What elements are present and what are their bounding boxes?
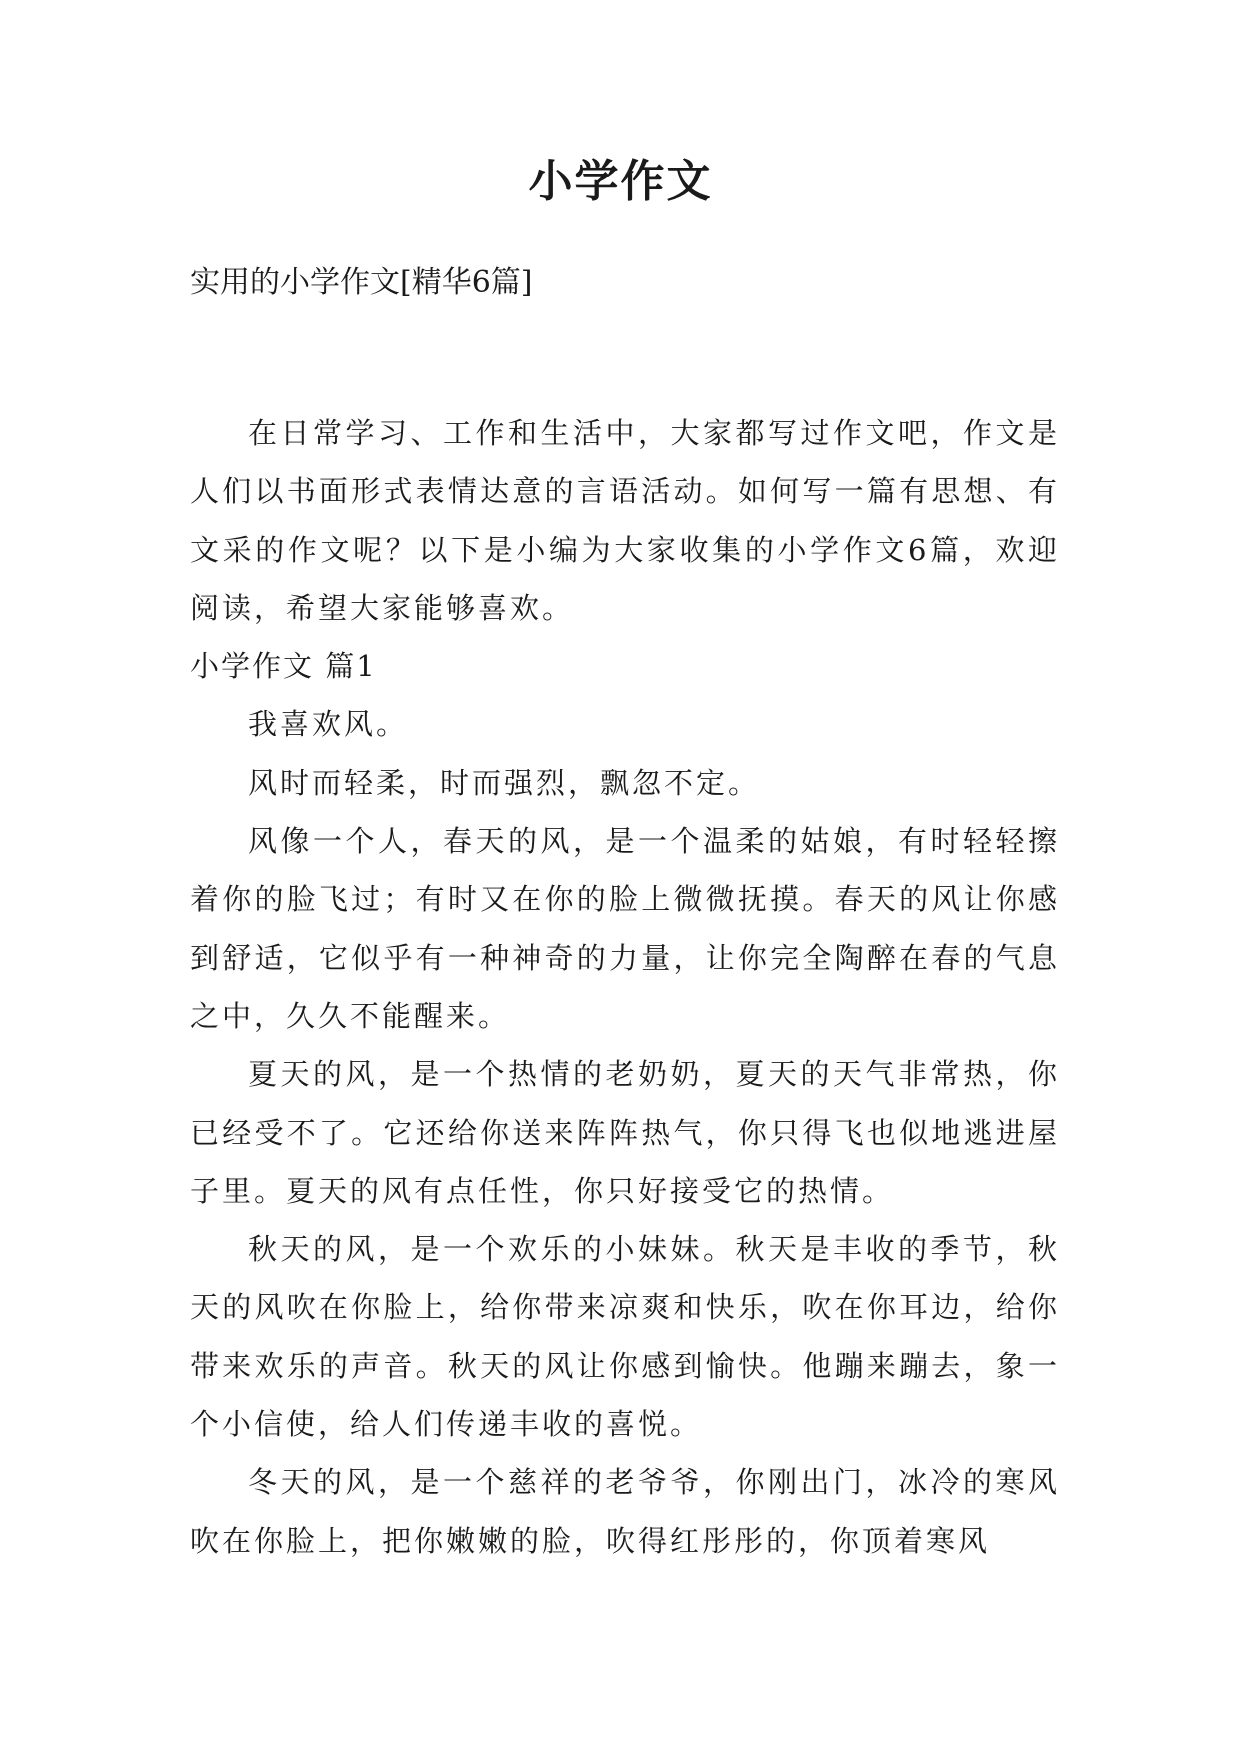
body-paragraph: 我喜欢风。 (248, 707, 409, 742)
intro-paragraph: 在日常学习、工作和生活中，大家都写过作文吧，作文是人们以书面形式表情达意的言语活动。如何写一篇有思想、有文采的作文呢？以下是小编为大家收集的小学作文6篇，欢迎阅读，希望大家能够喜欢。 (190, 416, 1060, 625)
document-subtitle: 实用的小学作文[精华6篇] (190, 265, 533, 300)
body-paragraph: 冬天的风，是一个慈祥的老爷爷，你刚出门，冰冷的寒风吹在你脸上，把你嫩嫩的脸，吹得红彤彤的，你顶着寒风 (190, 1465, 1060, 1558)
section-heading: 小学作文 篇1 (190, 649, 377, 684)
document-body (190, 404, 1060, 1570)
body-paragraph: 风时而轻柔，时而强烈，飘忽不定。 (248, 765, 761, 800)
body-paragraph: 秋天的风，是一个欢乐的小妹妹。秋天是丰收的季节，秋天的风吹在你脸上，给你带来凉爽和快乐，吹在你耳边，给你带来欢乐的声音。秋天的风让你感到愉快。他蹦来蹦去，象一个小信使，给人们传递丰收的喜悦。 (190, 1232, 1060, 1442)
document-title: 小学作文 (528, 156, 713, 207)
body-paragraph: 风像一个人，春天的风，是一个温柔的姑娘，有时轻轻擦着你的脸飞过；有时又在你的脸上微微抚摸。春天的风让你感到舒适，它似乎有一种神奇的力量，让你完全陶醉在春的气息之中，久久不能醒来。 (190, 824, 1060, 1033)
body-paragraph: 夏天的风，是一个热情的老奶奶，夏天的天气非常热，你已经受不了。它还给你送来阵阵热气，你只得飞也似地逃进屋子里。夏天的风有点任性，你只好接受它的热情。 (190, 1057, 1060, 1208)
